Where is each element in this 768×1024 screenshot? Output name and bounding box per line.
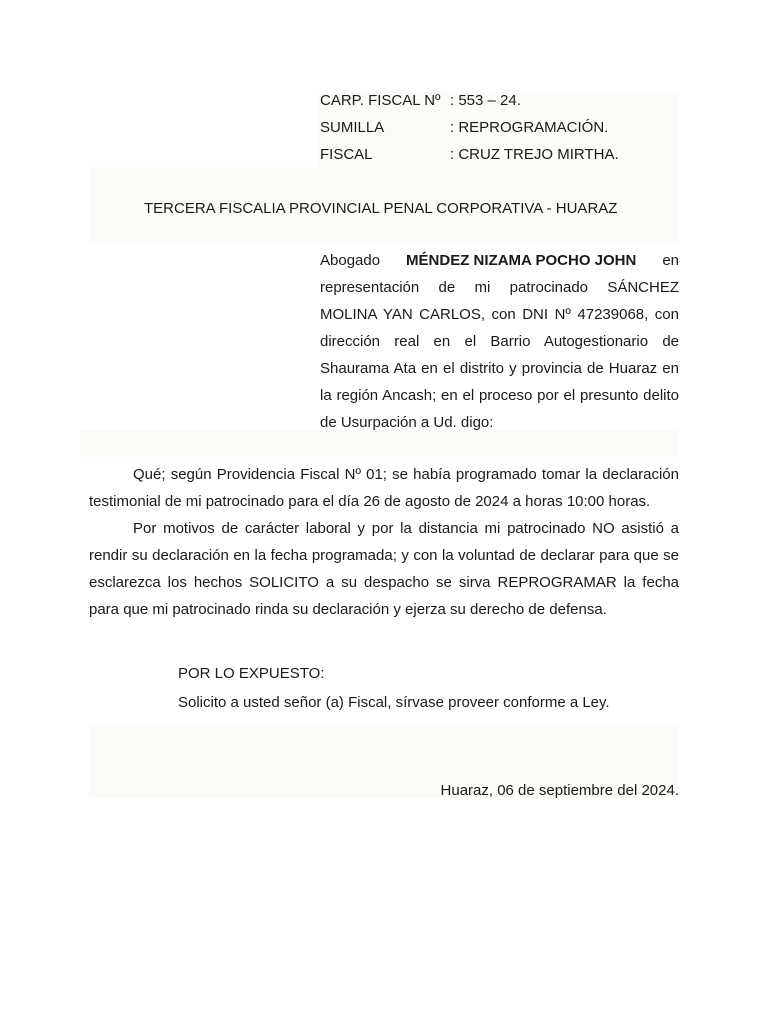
date-line: Huaraz, 06 de septiembre del 2024. [440,782,679,799]
closing-heading: POR LO EXPUESTO: [178,665,325,682]
lawyer-name: MÉNDEZ NIZAMA POCHO JOHN [406,252,637,269]
intro-line-6: la región Ancash; en el proceso por el presunto delito [320,387,679,404]
intro-line-5: Shaurama Ata en el distrito y provincia de Huaraz en [320,360,679,377]
intro-prefix: Abogado [320,252,381,269]
p2-line-1: Por motivos de carácter laboral y por la distancia mi patrocinado NO asistió a [133,520,679,537]
carpeta-label: CARP. FISCAL Nº [320,92,441,109]
header-row-fiscal [0,141,768,168]
intro-line-7: de Usurpación a Ud. digo: [320,414,494,431]
body-text [89,461,679,623]
intro-line-4: dirección real en el Barrio Autogestionario de [320,333,679,350]
intro-paragraph [320,247,679,436]
p2-line-2: rendir su declaración en la fecha programada; y con la voluntad de declarar para que se [89,547,679,564]
p1-line-2: testimonial de mi patrocinado para el día 26 de agosto de 2024 a horas 10:00 horas. [89,493,651,510]
header-row-carpeta [0,87,768,114]
header-row-sumilla [0,114,768,141]
case-header [0,87,768,168]
intro-line-2: representación de mi patrocinado SÁNCHEZ [320,279,679,296]
intro-line-1 [320,247,679,274]
p2-line-4: para que mi patrocinado rinda su declaración y ejerza su derecho de defensa. [89,601,607,618]
p2-line-3: esclarezca los hechos SOLICITO a su despacho se sirva REPROGRAMAR la fecha [89,574,679,591]
intro-suffix: en [662,252,679,269]
carpeta-value: : 553 – 24. [450,92,521,109]
p1-line-1: Qué; según Providencia Fiscal Nº 01; se había programado tomar la declaración [133,466,679,483]
fiscal-label: FISCAL [320,146,373,163]
sumilla-value: : REPROGRAMACIÓN. [450,119,609,136]
sumilla-label: SUMILLA [320,119,385,136]
addressee: TERCERA FISCALIA PROVINCIAL PENAL CORPORATIVA - HUARAZ [144,200,618,217]
intro-line-3: MOLINA YAN CARLOS, con DNI Nº 47239068, con [320,306,679,323]
closing-request: Solicito a usted señor (a) Fiscal, sírvase proveer conforme a Ley. [178,694,610,711]
fiscal-value: : CRUZ TREJO MIRTHA. [450,146,619,163]
